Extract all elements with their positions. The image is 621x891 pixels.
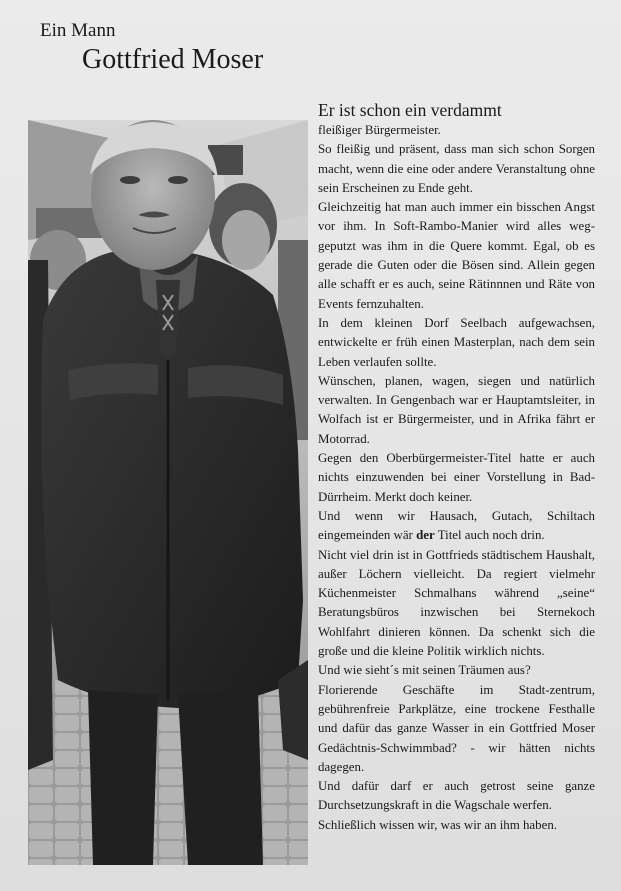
article-paragraph: Gegen den Oberbürgermeister-Titel hatte er auch nichts einzuwenden bei einer Vorstellung in Bad-Dürrheim. Merkt doch keiner. <box>318 451 595 504</box>
article-paragraph: Gleichzeitig hat man auch immer ein bisschen Angst vor ihm. In Soft-Rambo-Manier wird alles weg-geputzt was ihm in die Quere kommt. Egal, ob es gerade die Guten oder die Bösen sind. Allein gegen alle schafft er es auch, seine Rätinnnen und Räte von Events fernzuhalten. <box>318 200 595 311</box>
article-paragraph: In dem kleinen Dorf Seelbach aufgewachsen, entwickelte er früh einen Masterplan, nach dem sein Leben verlaufen sollte. <box>318 315 595 369</box>
bold-word: der <box>416 528 435 543</box>
article-paragraph: Und dafür darf er auch getrost seine ganze Durchsetzungskraft in die Wagschale werfen. <box>318 779 595 813</box>
article-paragraph: Florierende Geschäfte im Stadt-zentrum, gebührenfreie Parkplätze, eine trockene Festhalle und dafür das ganze Wasser in ein Gottfried Moser Gedächtnis-Schwimmbad? - wir hätten nichts dagegen. <box>318 682 595 774</box>
article-subhead: Er ist schon ein verdammt <box>318 100 502 120</box>
article-paragraph: Und wie sieht´s mit seinen Träumen aus? <box>318 663 531 678</box>
article-paragraph: Wünschen, planen, wagen, siegen und natürlich verwalten. In Gengenbach war er Hauptamtsleiter, in Wolfach ist er Bürgermeister, und in Afrika fährt er Motorrad. <box>318 373 595 446</box>
article-paragraph-titel <box>318 507 595 546</box>
portrait-photo <box>28 120 308 865</box>
article-paragraph: So fleißig und präsent, dass man sich schon Sorgen macht, wenn die eine oder andere Veranstaltung ohne sein Erscheinen zu Ende geht. <box>318 142 595 195</box>
kicker: Ein Mann <box>40 20 116 41</box>
article-column <box>318 99 595 835</box>
article-paragraph: Schließlich wissen wir, was wir an ihm haben. <box>318 817 557 832</box>
article-paragraph: fleißiger Bürgermeister. <box>318 123 441 137</box>
text-segment: Und wenn wir Hausach, Gutach, Schiltach eingemeinden wär <box>318 508 595 543</box>
article-paragraph: Nicht viel drin ist in Gottfrieds städtischem Haushalt, außer Löchern vielleicht. Da regiert vielmehr Küchenmeister Schmalhans während „seine“ Beratungsbüros inzwischen bei Sternekoch Wohlfahrt dinieren können. Da schenkt sich die große und die kleine Politik wirklich nichts. <box>318 547 595 659</box>
text-segment: Titel auch noch drin. <box>434 528 545 543</box>
headline-name: Gottfried Moser <box>82 44 264 75</box>
portrait-illustration <box>28 120 308 865</box>
